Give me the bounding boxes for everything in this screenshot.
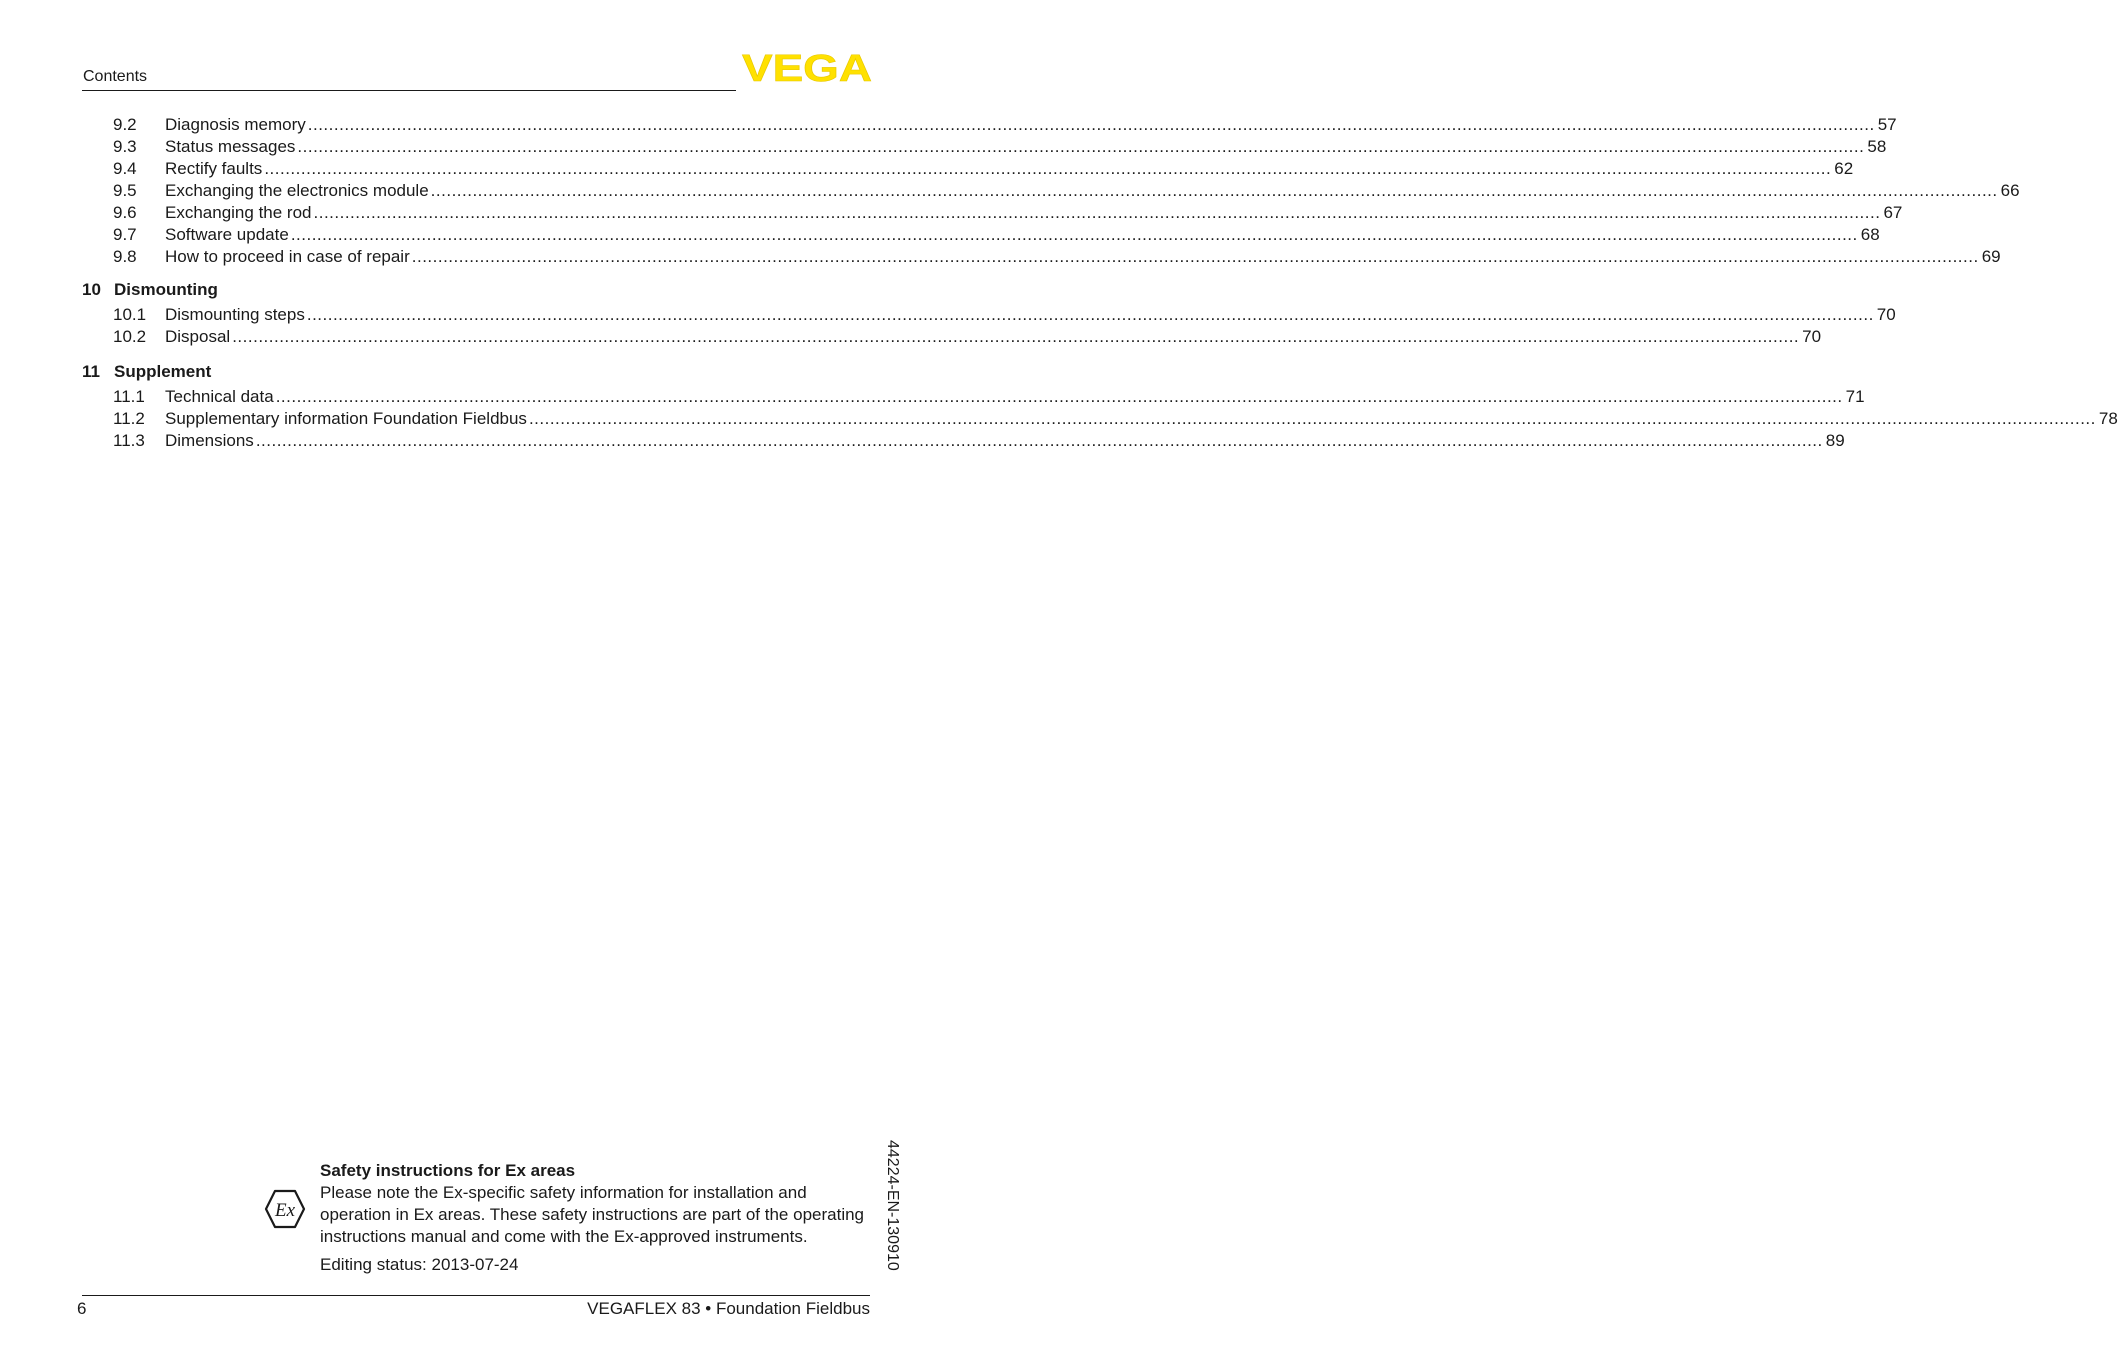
toc-entry-title: Exchanging the electronics module	[165, 181, 429, 200]
chapter-title: Dismounting	[114, 280, 218, 299]
toc-entry-page: 70	[1876, 305, 1896, 324]
toc-entry[interactable]	[113, 158, 1854, 180]
toc-leader-dots: ............................................................................................................................................................................................................................................................................................................	[306, 305, 1874, 324]
toc-entry[interactable]	[113, 202, 1903, 224]
toc-entry-number: 10.1	[113, 305, 147, 324]
toc-entry[interactable]	[113, 408, 2118, 430]
toc-entry-title: Status messages	[165, 137, 296, 156]
toc-entry[interactable]	[113, 386, 1865, 408]
safety-notice-title: Safety instructions for Ex areas	[320, 1161, 576, 1180]
toc-entry[interactable]	[113, 304, 1896, 326]
toc-entry-title: Dismounting steps	[165, 305, 305, 324]
toc-entry-page: 69	[1981, 247, 2001, 266]
vega-logo	[742, 48, 872, 90]
toc-entry-title: Technical data	[165, 387, 274, 406]
toc-entry-number: 9.2	[113, 115, 137, 134]
toc-entry-title: Disposal	[165, 327, 231, 346]
toc-entry-number: 9.4	[113, 159, 137, 178]
toc-entry[interactable]	[113, 326, 1822, 348]
svg-text:Ex: Ex	[274, 1200, 296, 1221]
footer-title: VEGAFLEX 83 • Foundation Fieldbus	[587, 1299, 870, 1318]
toc-entry-number: 9.8	[113, 247, 137, 266]
toc-entry[interactable]	[113, 224, 1880, 246]
toc-entry-page: 68	[1860, 225, 1880, 244]
toc-entry-title: Supplementary information Foundation Fieldbus	[165, 409, 527, 428]
toc-entry[interactable]	[113, 246, 2001, 268]
toc-entry-number: 11.2	[113, 409, 145, 428]
toc-leader-dots: ............................................................................................................................................................................................................................................................................................................	[275, 387, 1843, 406]
toc-entry-number: 9.5	[113, 181, 137, 200]
toc-leader-dots: ............................................................................................................................................................................................................................................................................................................	[255, 431, 1823, 450]
toc-entry-page: 71	[1845, 387, 1865, 406]
safety-notice-body: Please note the Ex-specific safety information for installation and operation in Ex areas. These safety instructions are part of the operating instructions manual and come with the Ex-approved instruments.	[320, 1183, 864, 1246]
toc-entry-page: 70	[1802, 327, 1822, 346]
toc-leader-dots: ............................................................................................................................................................................................................................................................................................................	[290, 225, 1858, 244]
toc-leader-dots: ............................................................................................................................................................................................................................................................................................................	[430, 181, 1998, 200]
toc-leader-dots: ............................................................................................................................................................................................................................................................................................................	[232, 327, 1800, 346]
header-rule	[82, 90, 736, 91]
page-number: 6	[77, 1299, 87, 1318]
toc-entry-page: 62	[1834, 159, 1854, 178]
toc-leader-dots: ............................................................................................................................................................................................................................................................................................................	[411, 247, 1979, 266]
toc-entry-title: Rectify faults	[165, 159, 263, 178]
ex-hexagon-icon	[264, 1189, 306, 1229]
toc-entry-page: 58	[1867, 137, 1887, 156]
toc-entry-page: 57	[1877, 115, 1897, 134]
toc-entry[interactable]	[113, 180, 2020, 202]
header-label: Contents	[83, 68, 148, 85]
toc-entry-page: 89	[1825, 431, 1845, 450]
toc-leader-dots: ............................................................................................................................................................................................................................................................................................................	[313, 203, 1881, 222]
toc-leader-dots: ............................................................................................................................................................................................................................................................................................................	[297, 137, 1865, 156]
toc-entry-page: 67	[1883, 203, 1903, 222]
toc-entry-number: 9.3	[113, 137, 137, 156]
chapter-title: Supplement	[114, 362, 212, 381]
toc-entry-title: How to proceed in case of repair	[165, 247, 410, 266]
toc-entry-number: 9.6	[113, 203, 137, 222]
toc-entry-number: 11.1	[113, 387, 145, 406]
toc-leader-dots: ............................................................................................................................................................................................................................................................................................................	[307, 115, 1875, 134]
toc-leader-dots: ............................................................................................................................................................................................................................................................................................................	[264, 159, 1832, 178]
toc-entry[interactable]	[113, 114, 1897, 136]
toc-entry-title: Diagnosis memory	[165, 115, 306, 134]
toc-leader-dots: ............................................................................................................................................................................................................................................................................................................	[528, 409, 2096, 428]
chapter-number: 10	[82, 280, 101, 299]
toc-entry[interactable]	[113, 136, 1887, 158]
toc-entry-title: Dimensions	[165, 431, 254, 450]
chapter-number: 11	[82, 362, 100, 381]
toc-entry-number: 11.3	[113, 431, 145, 450]
editing-status: Editing status: 2013-07-24	[320, 1255, 519, 1274]
safety-notice	[320, 1160, 876, 1248]
toc-chapter-heading[interactable]	[82, 361, 211, 383]
toc-entry[interactable]	[113, 430, 1845, 452]
toc-chapter-heading[interactable]	[82, 279, 218, 301]
toc-entry-number: 9.7	[113, 225, 137, 244]
toc-entry-title: Software update	[165, 225, 289, 244]
toc-entry-number: 10.2	[113, 327, 147, 346]
vega-logo-text: VEGA	[742, 48, 872, 90]
toc-entry-title: Exchanging the rod	[165, 203, 312, 222]
document-id: 44224-EN-130910	[884, 1140, 901, 1271]
toc-entry-page: 78	[2098, 409, 2118, 428]
toc-entry-page: 66	[2000, 181, 2020, 200]
footer-rule	[82, 1295, 870, 1296]
